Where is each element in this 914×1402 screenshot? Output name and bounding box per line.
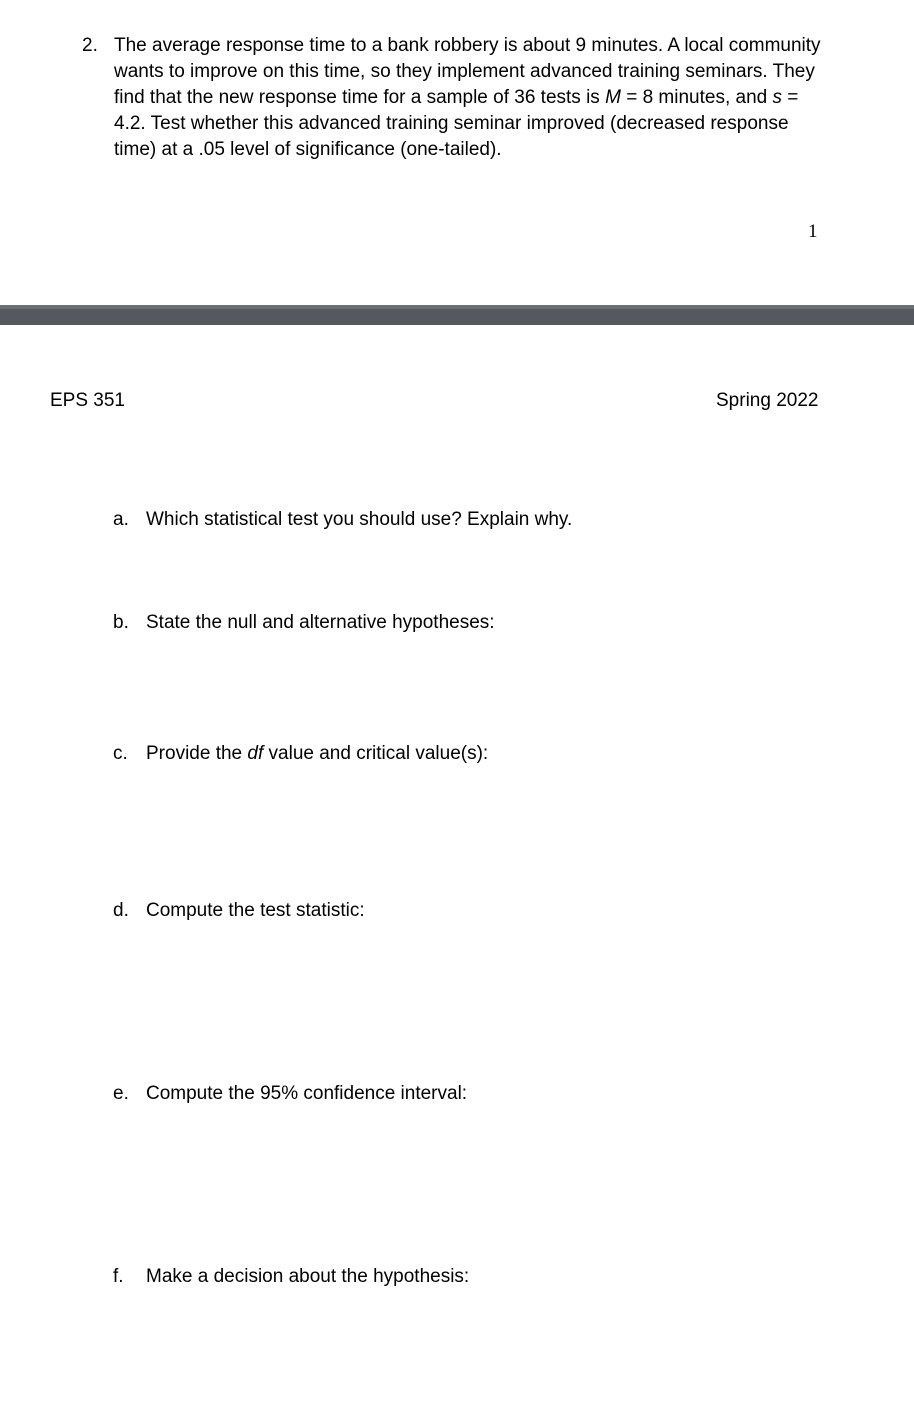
part-b [113,610,495,636]
part-f [113,1264,469,1290]
part-b-text: State the null and alternative hypotheses: [146,612,495,633]
part-c-text-before: Provide the [146,743,248,764]
sd-symbol: s [772,87,782,108]
part-a-letter: a. [113,509,129,530]
question-text-part2: = 8 minutes, and [620,87,773,108]
question-text-part1: The average response time to a bank robbery is about 9 minutes. A local community wants to improve on this time, so they implement advanced training seminars. They find that the new response time for a sample of 36 tests is [114,35,821,108]
question-text [114,33,822,163]
part-c-letter: c. [113,743,128,764]
question-number: 2. [82,35,98,56]
question-text-part3: = 4.2. Test whether this advanced training seminar improved (decreased response time) at a .05 level of significance (one-tailed). [114,87,799,160]
part-c [113,741,488,767]
part-d-letter: d. [113,900,129,921]
part-e-text: Compute the 95% confidence interval: [146,1083,468,1104]
part-a [113,507,572,533]
part-f-text: Make a decision about the hypothesis: [146,1266,470,1287]
part-e-letter: e. [113,1083,129,1104]
part-a-text: Which statistical test you should use? Explain why. [146,509,573,530]
page-number: 1 [808,221,818,242]
part-d-text: Compute the test statistic: [146,900,365,921]
course-label: EPS 351 [50,390,125,411]
question-2 [82,33,842,163]
part-d [113,898,365,924]
mean-symbol: M [605,87,621,108]
part-e [113,1081,467,1107]
term-label: Spring 2022 [716,390,819,411]
part-f-letter: f. [113,1266,124,1287]
part-c-text-after: value and critical value(s): [263,743,489,764]
df-symbol: df [247,743,264,764]
page-divider [0,305,914,325]
part-b-letter: b. [113,612,129,633]
